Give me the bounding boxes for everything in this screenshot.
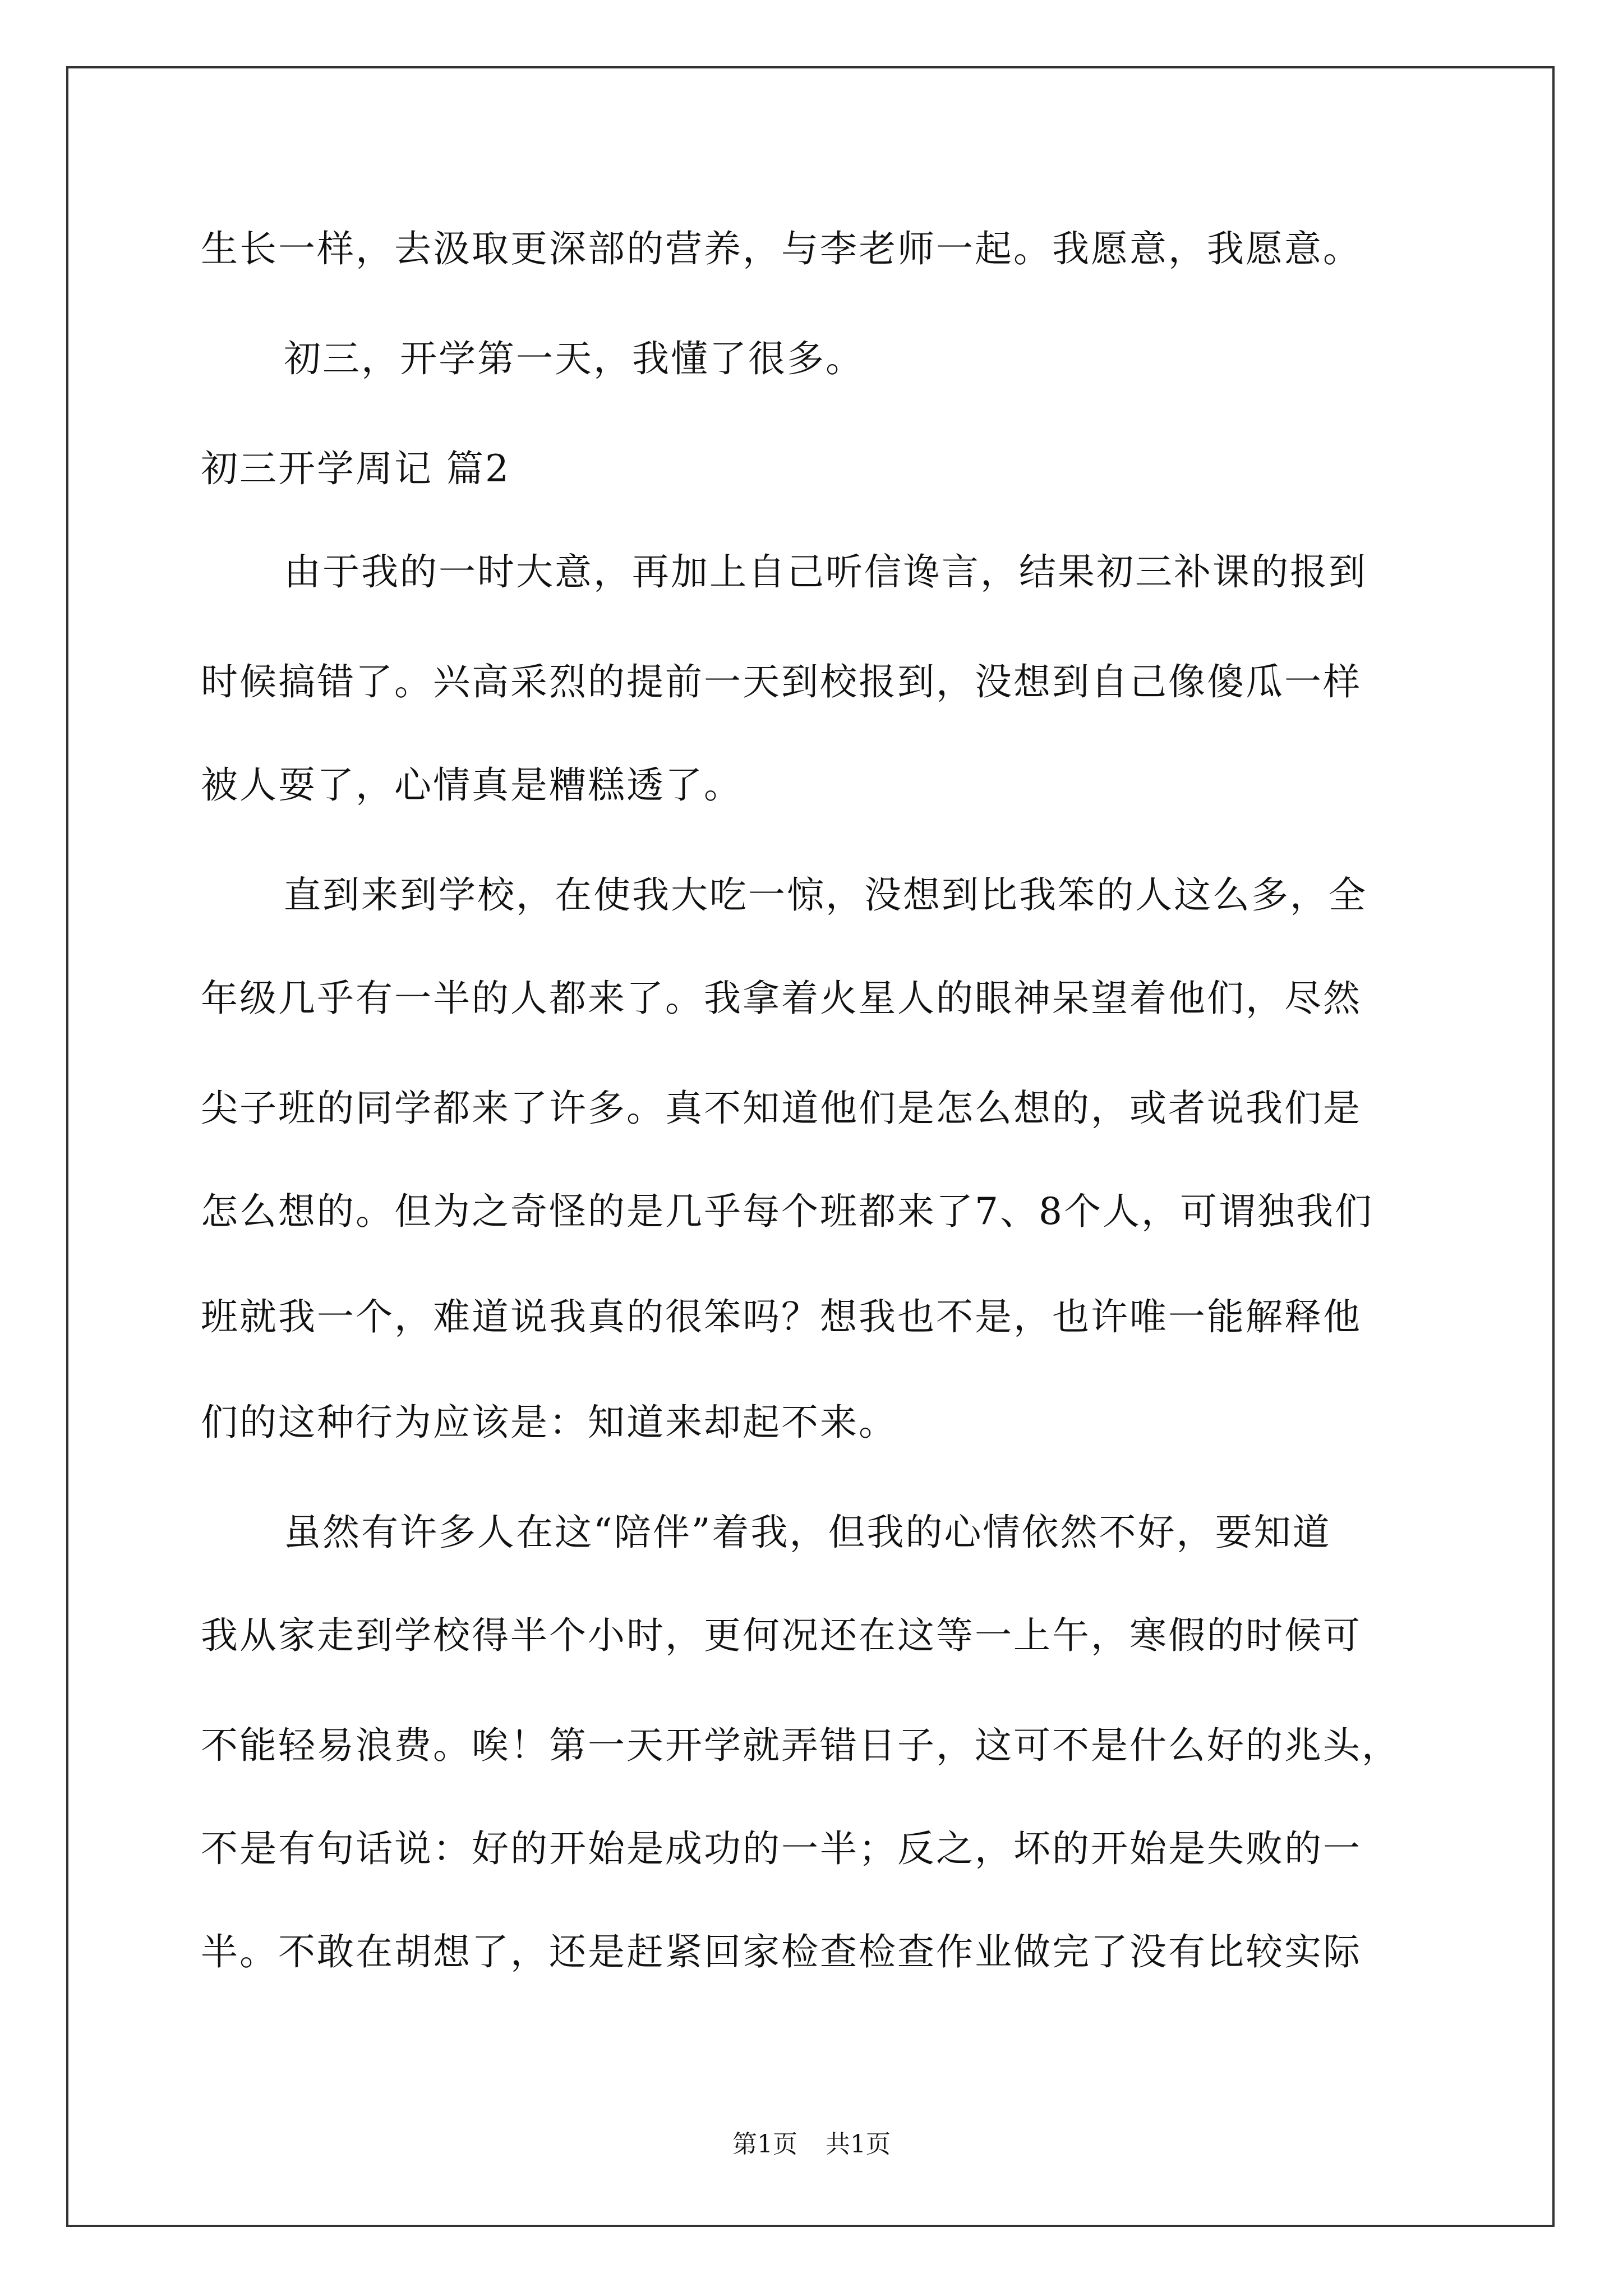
text-line: 不能轻易浪费。唉！第一天开学就弄错日子，这可不是什么好的兆头，: [201, 1724, 1400, 1767]
text-line: 不是有句话说：好的开始是成功的一半；反之，坏的开始是失败的一: [201, 1827, 1362, 1870]
text-line: 年级几乎有一半的人都来了。我拿着火星人的眼神呆望着他们，尽然: [201, 977, 1362, 1020]
text-line: 我从家走到学校得半个小时，更何况还在这等一上午，寒假的时候可: [201, 1614, 1362, 1657]
page-border: [66, 66, 1555, 2227]
text-line: 直到来到学校，在使我大吃一惊，没想到比我笨的人这么多，全: [284, 873, 1367, 917]
text-line: 生长一样，去汲取更深部的营养，与李老师一起。我愿意，我愿意。: [201, 227, 1362, 270]
page-number: 第1页: [732, 2130, 797, 2159]
text-line: 怎么想的。但为之奇怪的是几乎每个班都来了7、8个人，可谓独我们: [201, 1190, 1373, 1233]
page-footer: [0, 2129, 1623, 2160]
text-line: 初三，开学第一天，我懂了很多。: [284, 337, 864, 380]
text-line: 们的这种行为应该是：知道来却起不来。: [201, 1401, 897, 1444]
page-total: 共1页: [826, 2130, 891, 2159]
section-heading: 初三开学周记 篇2: [201, 447, 510, 490]
text-line: 由于我的一时大意，再加上自己听信谗言，结果初三补课的报到: [284, 550, 1367, 593]
text-line: 半。不敢在胡想了，还是赶紧回家检查检查作业做完了没有比较实际: [201, 1930, 1362, 1973]
text-line: 虽然有许多人在这“陪伴”着我，但我的心情依然不好，要知道: [284, 1511, 1331, 1554]
text-line: 尖子班的同学都来了许多。真不知道他们是怎么想的，或者说我们是: [201, 1087, 1362, 1130]
text-line: 时候搞错了。兴高采烈的提前一天到校报到，没想到自己像傻瓜一样: [201, 660, 1362, 703]
text-line: 班就我一个，难道说我真的很笨吗？想我也不是，也许唯一能解释他: [201, 1295, 1362, 1338]
text-line: 被人耍了，心情真是糟糕透了。: [201, 763, 743, 807]
